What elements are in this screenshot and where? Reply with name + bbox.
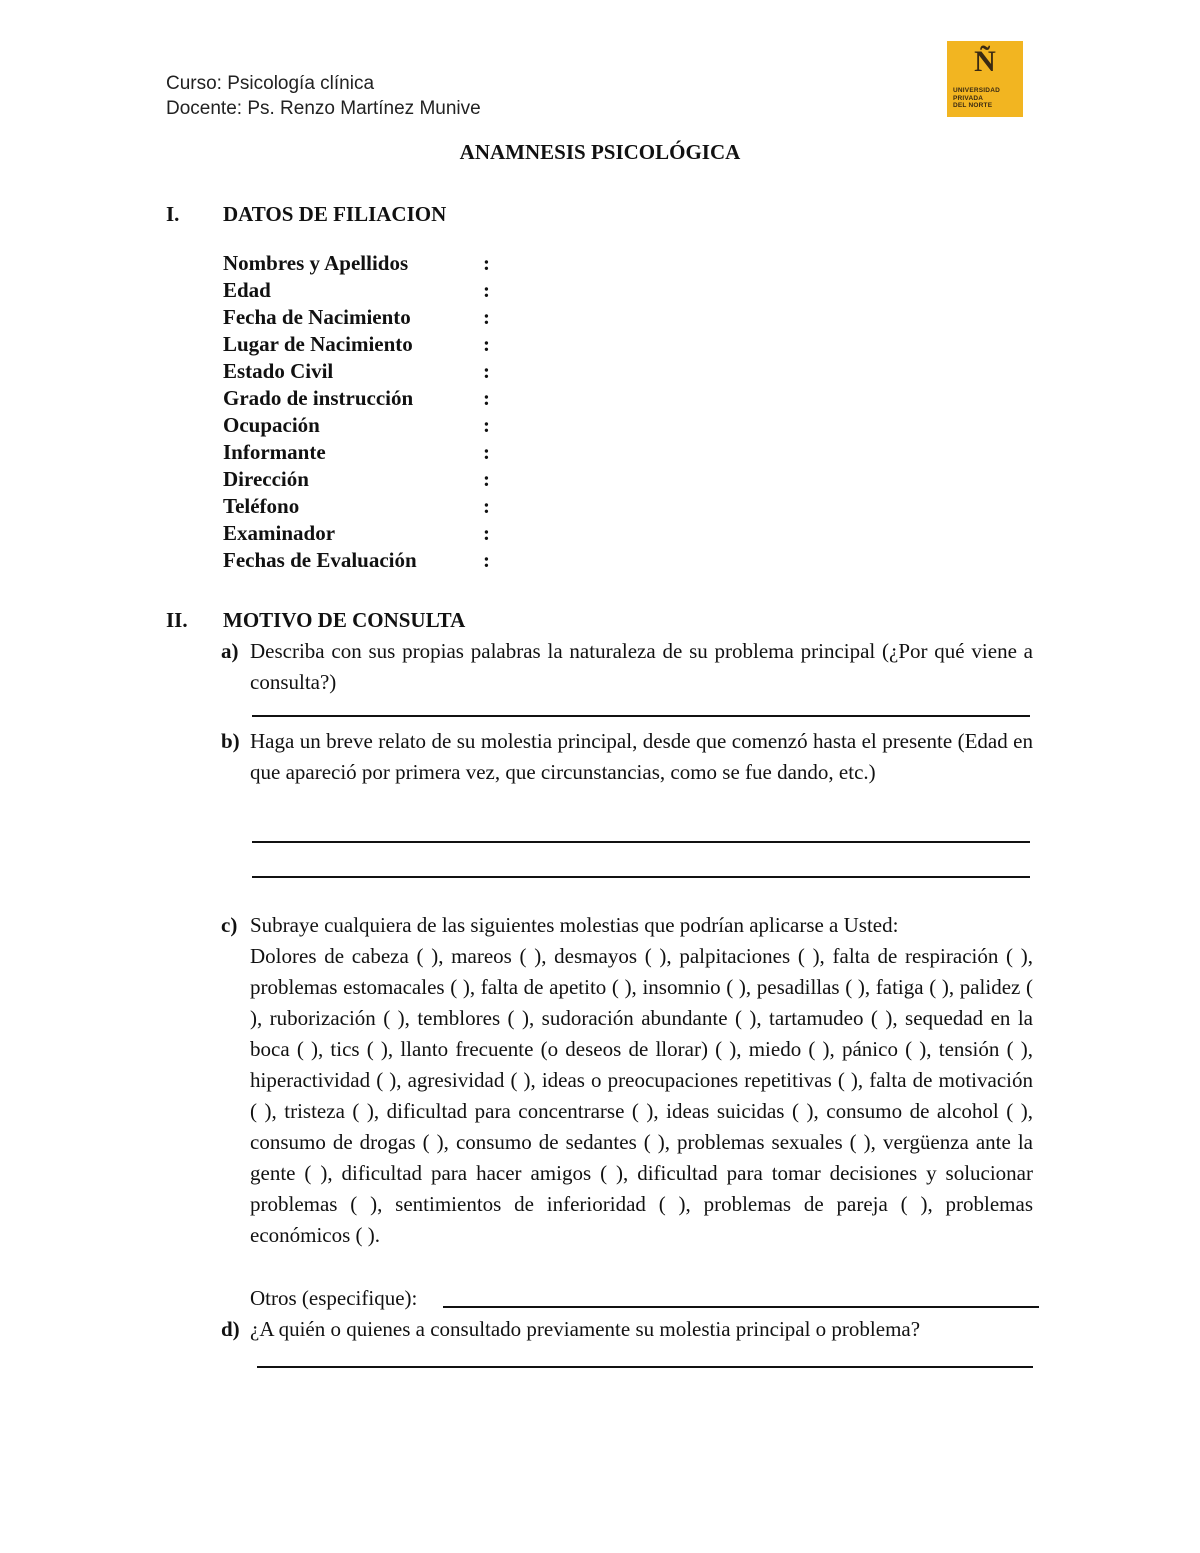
question-c-label: c)	[221, 913, 238, 937]
answer-line-b1[interactable]	[252, 841, 1030, 843]
question-d-text: ¿A quién o quienes a consultado previamente su molestia principal o problema?	[250, 1317, 921, 1341]
question-b-label: b)	[221, 729, 240, 753]
field-label: Ocupación	[223, 413, 320, 437]
field-label: Nombres y Apellidos	[223, 251, 409, 275]
question-d-label: d)	[221, 1317, 240, 1341]
answer-line-a[interactable]	[252, 715, 1030, 717]
logo-line-1: UNIVERSIDAD	[953, 87, 1000, 94]
logo-text	[953, 87, 1019, 110]
field-label: Teléfono	[223, 494, 300, 518]
answer-line-b2[interactable]	[252, 876, 1030, 878]
section-2-numeral: II.	[166, 608, 188, 632]
question-a	[221, 636, 1033, 698]
question-b	[221, 726, 1033, 788]
field-colon: :	[483, 251, 490, 275]
question-a-label: a)	[221, 639, 239, 663]
otros-label: Otros (especifique):	[250, 1286, 418, 1310]
section-1-numeral: I.	[166, 202, 180, 226]
question-a-text: Describa con sus propias palabras la naturaleza de su problema principal (¿Por qué viene a consulta?)	[250, 639, 1033, 694]
field-label: Examinador	[223, 521, 336, 545]
question-b-text: Haga un breve relato de su molestia principal, desde que comenzó hasta el presente (Edad en que apareció por primera vez, que circunstancias, como se fue dando, etc.)	[250, 729, 1033, 784]
field-colon: :	[483, 467, 490, 491]
teacher-line: Docente: Ps. Renzo Martínez Munive	[166, 98, 481, 119]
otros-answer-line[interactable]	[443, 1306, 1039, 1308]
section-1-title: DATOS DE FILIACION	[223, 202, 447, 226]
field-label: Edad	[223, 278, 271, 302]
field-colon: :	[483, 494, 490, 518]
logo-line-2: PRIVADA	[953, 94, 984, 102]
field-colon: :	[483, 305, 490, 329]
course-line: Curso: Psicología clínica	[166, 73, 375, 94]
symptom-checklist[interactable]: Dolores de cabeza ( ), mareos ( ), desmayos ( ), palpitaciones ( ), falta de respiración ( ), problemas estomacales ( ), falta de apetito ( ), insomnio ( ), pesadillas ( ), fatiga ( ), palidez ( ), ruborización ( ), temblores ( ), sudoración abundante ( ), tartamudeo ( ), sequedad en la boca ( ), tics ( ), llanto frecuente (o deseos de llorar) ( ), miedo ( ), pánico ( ), tensión ( ), hiperactividad ( ), agresividad ( ), ideas o preocupaciones repetitivas ( ), falta de motivación ( ), tristeza ( ), dificultad para concentrarse ( ), ideas suicidas ( ), consumo de alcohol ( ), consumo de drogas ( ), consumo de sedantes ( ), problemas sexuales ( ), vergüenza ante la gente ( ), dificultad para hacer amigos ( ), dificultad para tomar decisiones y solucionar problemas ( ), sentimientos de inferioridad ( ), problemas de pareja ( ), problemas económicos ( ).	[250, 944, 1033, 1247]
field-colon: :	[483, 440, 490, 464]
field-colon: :	[483, 413, 490, 437]
field-label: Dirección	[223, 467, 309, 491]
logo-letter: Ñ	[974, 45, 996, 78]
section-2-title: MOTIVO DE CONSULTA	[223, 608, 466, 632]
field-colon: :	[483, 332, 490, 356]
field-label: Estado Civil	[223, 359, 334, 383]
question-c-intro: Subraye cualquiera de las siguientes molestias que podrían aplicarse a Usted:	[250, 913, 899, 937]
field-colon: :	[483, 386, 490, 410]
field-label: Grado de instrucción	[223, 386, 414, 410]
logo-line-3: DEL NORTE	[953, 102, 993, 109]
field-colon: :	[483, 278, 490, 302]
answer-line-d[interactable]	[257, 1366, 1033, 1368]
university-logo	[947, 41, 1023, 117]
question-d	[221, 1314, 1033, 1345]
field-label: Lugar de Nacimiento	[223, 332, 413, 356]
field-label: Informante	[223, 440, 326, 464]
field-colon: :	[483, 359, 490, 383]
field-colon: :	[483, 521, 490, 545]
field-label: Fecha de Nacimiento	[223, 305, 411, 329]
field-label: Fechas de Evaluación	[223, 548, 417, 572]
field-colon: :	[483, 548, 490, 572]
question-c	[221, 910, 1033, 1251]
document-title: ANAMNESIS PSICOLÓGICA	[459, 140, 741, 164]
